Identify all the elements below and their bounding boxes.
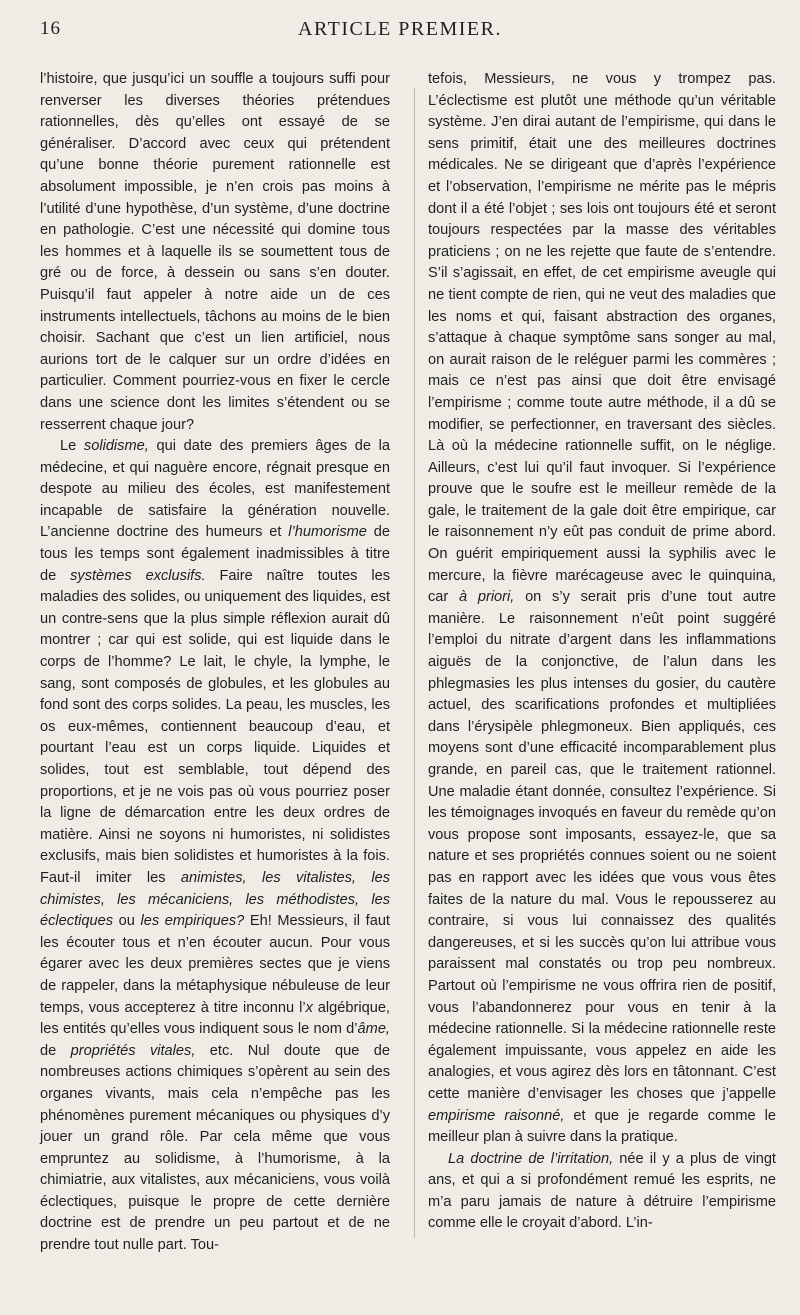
right-paragraph-2 [428, 1149, 776, 1235]
italic-term: solidisme, [83, 438, 149, 455]
right-paragraph-1 [428, 69, 776, 1149]
italic-term: à priori, [459, 589, 515, 606]
page-header [40, 18, 760, 48]
text-run: etc. Nul doute que de nombreuses actions chimiques s’opèrent au sein des organes vivants, mais cela n’empêche pas les phénomènes purement mécaniques ou physiques d’y jouer un grand rôle. Par cela même que vous empruntez au solidisme, à l’humorisme, à la chimiatrie, aux vitalistes, aux mécaniciens, vous voilà éclectiques, puisque le propre de cette dernière doctrine est de prendre un peu partout et de ne prendre tout nulle part. Tou- [40, 1042, 390, 1254]
italic-term: La doctrine de l’irritation, [448, 1150, 614, 1167]
page-number: 16 [40, 18, 61, 39]
text-run: Le [60, 438, 84, 455]
italic-term: x [305, 999, 313, 1016]
column-divider [414, 88, 415, 1238]
text-run: ou [113, 913, 141, 930]
text-run: de [40, 1042, 71, 1059]
text-run: Faire naître toutes les maladies des solides, ou uniquement des liquides, est un contre-sens que la plus simple réflexion aurait dû montrer ; car qui est solide, qui est liquide dans le corps de l’homme? Le lait, le chyle, la lymphe, le sang, sont composés de globules, et les globules au fond sont des corps solides. La peau, les muscles, les os eux-mêmes, contiennent beaucoup d’eau, et pourtant l’eau est un corps liquide. Liquides et solides, tout est semblable, tout dépend des proportions, et je ne vois pas où vous pourriez poser la ligne de démarcation entre les deux ordres de matière. Ainsi ne soyons ni humoristes, ni solidistes exclusifs, mais bien solidistes et humoristes à la fois. Faut-il imiter les [40, 567, 390, 886]
running-head: ARTICLE PREMIER. [298, 18, 502, 40]
italic-term: animistes, les vitalistes, les chimistes, les mécaniciens, les méthodistes, les éclectiques [40, 869, 390, 930]
left-paragraph-2 [40, 436, 390, 1257]
right-column [428, 69, 776, 1235]
text-run: de tous les temps sont également inadmissibles à titre de [40, 524, 390, 584]
italic-term: propriétés vitales, [70, 1042, 196, 1059]
text-run: tefois, Messieurs, ne vous y trompez pas. L’éclectisme est plutôt une méthode qu’un véritable système. J’en dirai autant de l’empirisme, qui dans le sens primitif, était une des meilleures doctrines médicales. Ne se dirigeant que d’après l’expérience et l’observation, l’empirisme ne mérite pas le mépris dont il a été l’objet ; ses lois ont toujours été et seront toujours respectées par la masse des véritables praticiens ; on ne les rejette que faute de s’entendre. S’il s’agissait, en effet, de cet empirisme aveugle qui ne tient compte de rien, qui ne veut des maladies que les noms et qui, faisant abstraction des organes, s’attaque à chaque symptôme sans songer au mal, on aurait raison de le reléguer parmi les commères ; mais ce n’est pas ainsi que doit être envisagé l’empirisme ; comme toute autre méthode, il a dû se modifier, se perfectionner, en traversant des siècles. Là où la médecine rationnelle suffit, on le néglige. Ailleurs, c’est lui qu’il faut invoquer. Si l’expérience prouve que le soufre est le meilleur remède de la gale, le traitement de la gale doit être empirique, car le raisonnement n’y eût pas conduit de prime abord. On guérit empiriquement aussi la syphilis avec le mercure, la fièvre marécageuse avec le quinquina, car [428, 71, 776, 606]
text-run: née il y a plus de vingt ans, et qui a si profondément remué les esprits, ne m’a paru jamais de nature à détruire l’empirisme comme elle le croyait d’abord. L’in- [428, 1150, 776, 1232]
left-column [40, 69, 390, 1257]
text-run: on s’y serait pris d’une tout autre manière. Le raisonnement n’eût point suggéré l’emploi du nitrate d’argent dans les inflammations aiguës de la conjonctive, de l’alun dans les phlegmasies les plus intenses du gosier, du cautère actuel, des scarifications profondes et multipliées dans l’érysipèle phlegmoneux. Bien appliqués, ces moyens sont d’une efficacité incomparablement plus grande, en pareil cas, que le traitement rationnel. Une maladie étant donnée, consultez l’expérience. Si les témoignages invoqués en faveur du remède qu’on vous propose sont imposants, essayez-le, que sa nature et ses propriétés connues soient ou ne soient pas en rapport avec les idées que vous vous êtes faites de la nature du mal. Vous le repousserez au contraire, si vous lui connaissez des qualités dangereuses, et si les succès qu’on lui attribue vous paraissent mal constatés ou trop peu nombreux. Partout où l’empirisme ne vous offrira rien de positif, vous l’abandonnerez pour vous en tenir à la médecine rationnelle. Si la médecine rationnelle reste également impuissante, vous appelez en aide les analogies, et vous agirez dès lors en tâtonnant. C’est cette manière d’envisager les choses que j’appelle [428, 589, 777, 1102]
text-run: et que je regarde comme le meilleur plan à suivre dans la pratique. [428, 1107, 776, 1146]
text-run: algébrique, les entités qu’elles vous indiquent sous le nom d’ [40, 999, 390, 1038]
left-paragraph-1: l’histoire, que jusqu’ici un souffle a toujours suffi pour renverser les diverses théories prétendues rationnelles, dès qu’elles ont essayé de se généraliser. D’accord avec ceux qui prétendent qu’une bonne théorie purement rationnelle est absolument impossible, je n’en crois pas moins à l’utilité d’une hypothèse, d’un système, d’une doctrine en pathologie. C’est une nécessité qui domine tous les hommes et à laquelle ils se soumettent tous de gré ou de force, à dessein ou sans s’en douter. Puisqu’il faut appeler à notre aide un de ces instruments intellectuels, tâchons au moins de le bien choisir. Sachant que c’est un lien artificiel, nous aurions tort de le calquer sur un ordre d’idées en particulier. Comment pourriez-vous en fixer le cercle dans une science dont les limites s’étendent ou se resserrent chaque jour? [40, 71, 390, 433]
italic-term: l’humorisme [288, 524, 367, 541]
italic-term: systèmes exclusifs. [70, 567, 206, 584]
italic-term: les empiriques? [140, 913, 245, 930]
text-run: Eh! Messieurs, il faut les écouter tous et n’en écouter aucun. Pour vous égarer avec les deux premières sectes que je viens de rappeler, dans la métaphysique nébuleuse de leur temps, vous accepterez à titre inconnu l’ [40, 913, 390, 1016]
text-run: qui date des premiers âges de la médecine, et qui naguère encore, régnait presque en despote au milieu des écoles, est manifestement incapable de satisfaire la génération nouvelle. L’ancienne doctrine des humeurs et [40, 438, 390, 541]
italic-term: âme, [357, 1021, 390, 1038]
italic-term: empirisme raisonné, [428, 1107, 565, 1124]
